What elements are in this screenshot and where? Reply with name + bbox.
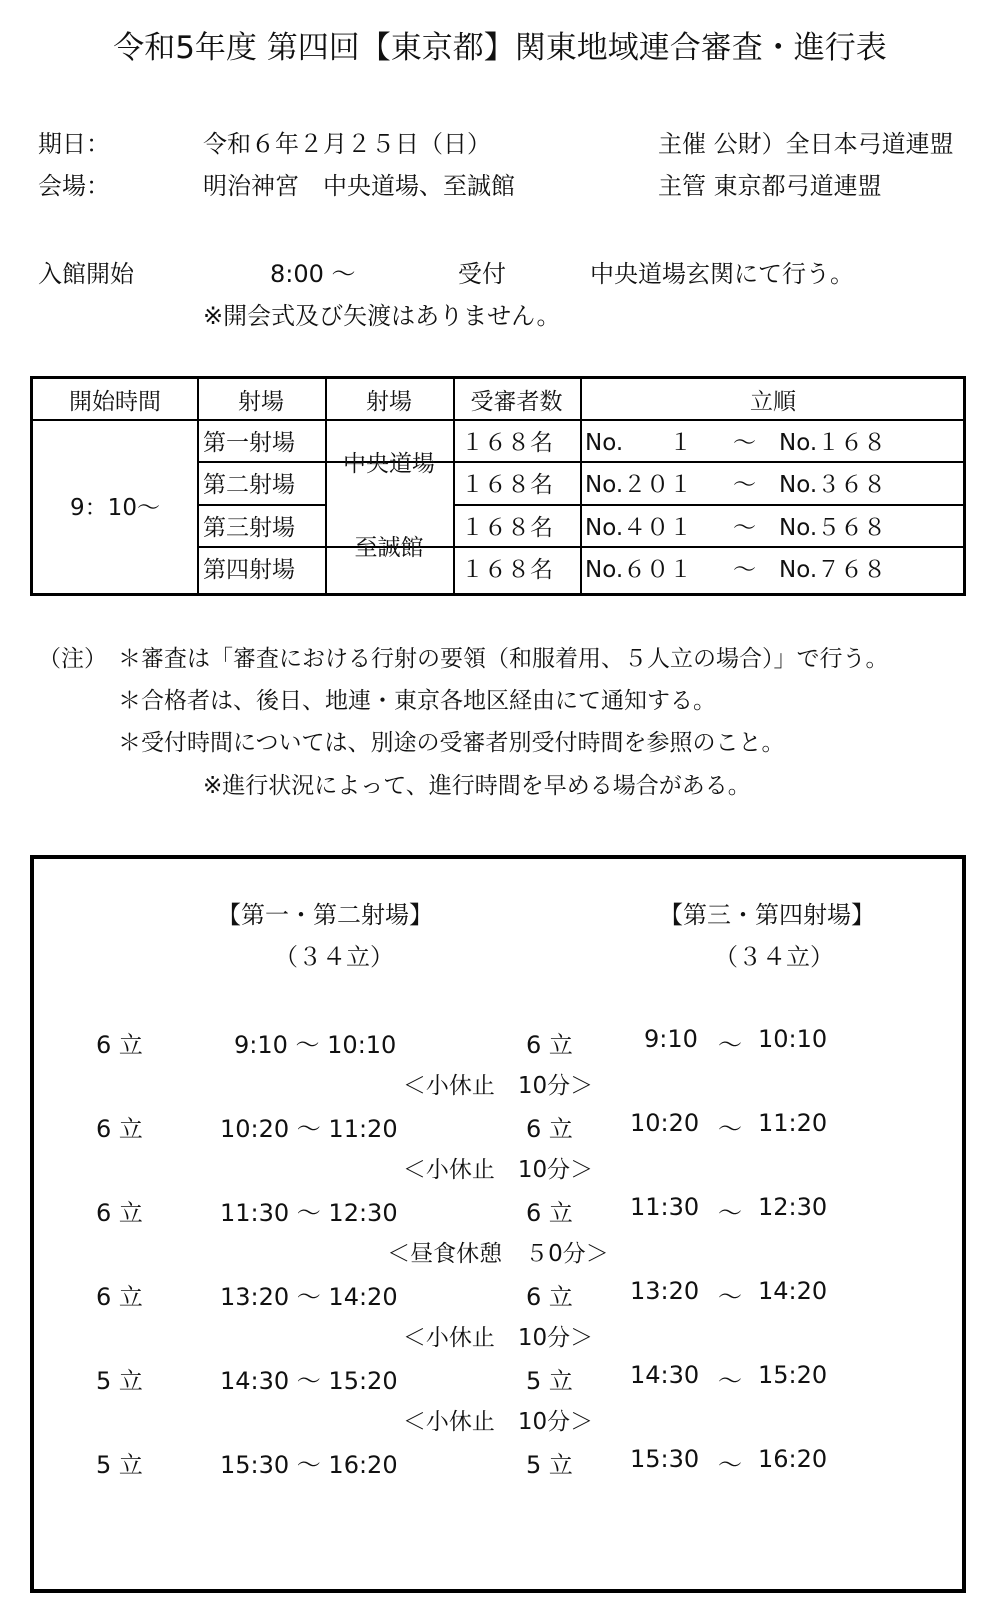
order-to: No.７６８ [779,557,887,583]
schedule-end: 12:30 [758,1193,828,1221]
entry-label: 入館開始 [38,260,134,288]
schedule-end: 11:20 [758,1109,828,1137]
order-to: No.５６８ [779,515,887,541]
schedule-start: 13:20 [630,1277,700,1305]
schedule-time: 9:10 ～ 10:10 [234,1031,397,1059]
schedule-time: 14:30 ～ 15:20 [220,1367,398,1395]
schedule-end: 10:10 [758,1025,828,1053]
schedule-tachi: 6 立 [526,1199,573,1227]
schedule-tilde: ～ [718,1283,742,1311]
page-title: 令和5年度 第四回【東京都】関東地域連合審査・進行表 [113,30,887,66]
schedule-tachi: 6 立 [96,1115,143,1143]
header-range: 射場 [238,389,284,415]
schedule-start: 15:30 [630,1445,700,1473]
order-from: No. １ [585,430,693,456]
left-range-sub: （３４立） [274,943,394,971]
schedule-tachi: 5 立 [96,1367,143,1395]
order-from: No.４０１ [585,515,693,541]
schedule-tachi: 5 立 [526,1451,573,1479]
schedule-time: 11:30 ～ 12:30 [220,1199,398,1227]
exam-table [30,376,966,596]
hall-central: 中央道場 [343,451,435,477]
sponsor: 主催 公財）全日本弓道連盟 [658,130,954,158]
schedule-break: ＜小休止 10分＞ [402,1325,594,1351]
schedule-tilde: ～ [718,1199,742,1227]
order-tilde: ～ [733,557,756,583]
schedule-tilde: ～ [718,1451,742,1479]
notes-prefix: （注） [38,646,107,672]
schedule-break: ＜小休止 10分＞ [402,1157,594,1183]
note-item: ＊受付時間については、別途の受審者別受付時間を参照のこと。 [118,730,785,756]
order-to: No.３６８ [779,472,887,498]
date-label: 期日： [38,130,110,158]
schedule-box [30,855,966,1593]
venue-value: 明治神宮 中央道場、至誠館 [203,172,515,200]
schedule-tachi: 6 立 [526,1115,573,1143]
note-item: ＊合格者は、後日、地連・東京各地区経由にて通知する。 [118,688,716,714]
schedule-break: ＜小休止 10分＞ [402,1073,594,1099]
header-start-time: 開始時間 [69,389,161,415]
schedule-tachi: 5 立 [96,1451,143,1479]
right-range-heading: 【第三・第四射場】 [659,901,875,929]
entry-note: ※開会式及び矢渡はありません。 [203,302,561,330]
header-hall: 射場 [366,389,412,415]
schedule-tachi: 6 立 [96,1031,143,1059]
order-to: No.１６８ [779,430,887,456]
schedule-tachi: 6 立 [526,1283,573,1311]
venue-label: 会場： [38,172,110,200]
schedule-tilde: ～ [718,1115,742,1143]
schedule-end: 16:20 [758,1445,828,1473]
schedule-break: ＜昼食休憩 ５0分＞ [387,1241,609,1267]
note-item: ＊審査は「審査における行射の要領（和服着用、５人立の場合）」で行う。 [118,646,889,672]
order-tilde: ～ [733,472,756,498]
range-cell: 第四射場 [203,557,295,583]
range-cell: 第二射場 [203,472,295,498]
schedule-tachi: 6 立 [96,1199,143,1227]
count-cell: １６８名 [461,472,553,498]
count-cell: １６８名 [461,515,553,541]
reception-label: 受付 [458,260,506,288]
range-cell: 第三射場 [203,515,295,541]
order-from: No.２０１ [585,472,693,498]
date-value: 令和６年２月２５日（日） [203,130,491,158]
order-tilde: ～ [733,515,756,541]
start-time: 9：10～ [70,495,160,521]
organizer: 主管 東京都弓道連盟 [658,172,882,200]
schedule-tilde: ～ [718,1031,742,1059]
schedule-end: 15:20 [758,1361,828,1389]
order-tilde: ～ [733,430,756,456]
range-cell: 第一射場 [203,430,295,456]
schedule-time: 10:20 ～ 11:20 [220,1115,398,1143]
header-count: 受審者数 [470,389,563,415]
schedule-time: 15:30 ～ 16:20 [220,1451,398,1479]
schedule-tachi: 5 立 [526,1367,573,1395]
entry-time: 8:00 ～ [270,260,356,288]
hall-shiseikan: 至誠館 [354,535,424,561]
schedule-tilde: ～ [718,1367,742,1395]
count-cell: １６８名 [461,430,553,456]
schedule-time: 13:20 ～ 14:20 [220,1283,398,1311]
schedule-end: 14:20 [758,1277,828,1305]
order-from: No.６０１ [585,557,693,583]
schedule-start: 10:20 [630,1109,700,1137]
right-range-sub: （３４立） [714,943,834,971]
schedule-tachi: 6 立 [526,1031,573,1059]
schedule-start: 9:10 [644,1025,698,1053]
schedule-start: 11:30 [630,1193,700,1221]
schedule-break: ＜小休止 10分＞ [402,1409,594,1435]
note-item: ※進行状況によって、進行時間を早める場合がある。 [203,773,751,799]
schedule-tachi: 6 立 [96,1283,143,1311]
count-cell: １６８名 [461,557,553,583]
reception-value: 中央道場玄関にて行う。 [590,260,854,288]
schedule-start: 14:30 [630,1361,700,1389]
left-range-heading: 【第一・第二射場】 [217,901,433,929]
header-order: 立順 [750,389,796,415]
